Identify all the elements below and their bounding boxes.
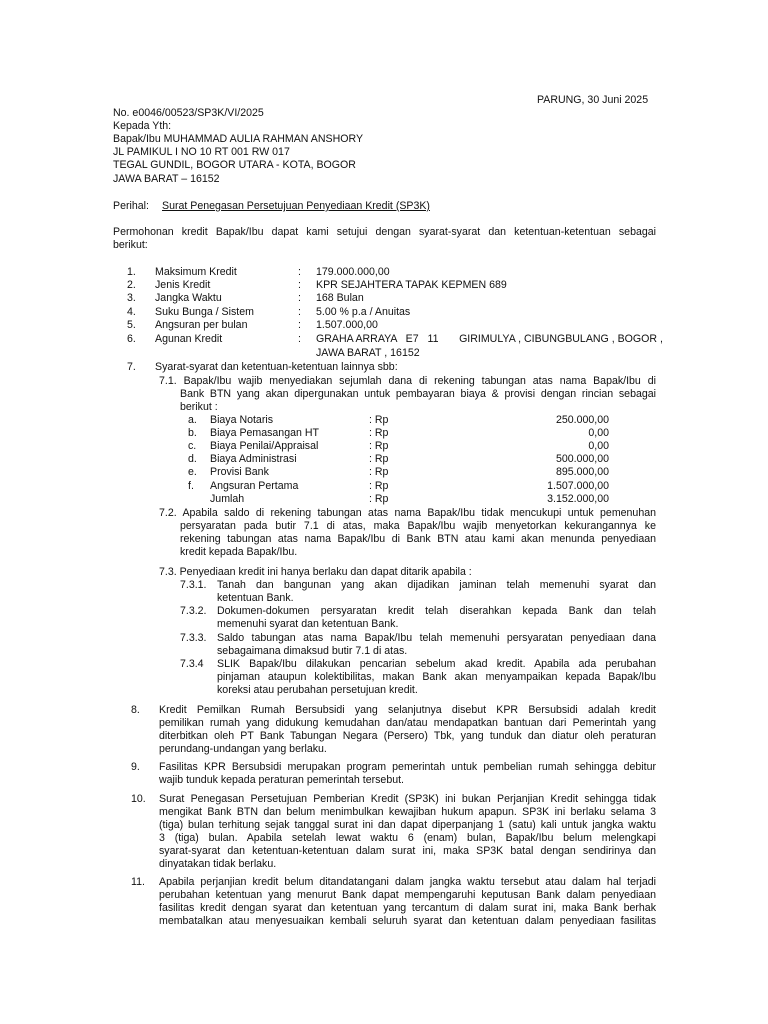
item-number: 4. xyxy=(127,306,136,318)
p72-line: persyaratan pada butir 7.1 di atas, maka Bapak/Ibu wajib menyetorkan kekurangannya ke xyxy=(180,520,656,532)
p73-item-line: memenuhi syarat dan ketentuan Bank. xyxy=(217,618,399,630)
intro-line-1: Permohonan kredit Bapak/Ibu dapat kami setujui dengan syarat-syarat dan ketentuan-ketentuan sebagai xyxy=(113,226,656,238)
recipient-name: Bapak/Ibu MUHAMMAD AULIA RAHMAN ANSHORY xyxy=(113,133,364,145)
item-value: 168 Bulan xyxy=(316,292,364,304)
fee-letter: b. xyxy=(188,427,197,439)
address-line-2: TEGAL GUNDIL, BOGOR UTARA - KOTA, BOGOR xyxy=(113,159,356,171)
p73-item-number: 7.3.4 xyxy=(180,658,204,670)
item-value-line-2: JAWA BARAT , 16152 xyxy=(316,347,420,359)
p73-item-number: 7.3.2. xyxy=(180,605,207,617)
item-number: 5. xyxy=(127,319,136,331)
fee-name: Angsuran Pertama xyxy=(210,480,299,492)
paragraph-line: Surat Penegasan Persetujuan Pemberian Kredit (SP3K) ini bukan Perjanjian Kredit sehingga tidak xyxy=(159,793,656,805)
fee-amount: 0,00 xyxy=(588,440,609,452)
fee-name: Biaya Administrasi xyxy=(210,453,297,465)
item-colon: : xyxy=(298,333,301,345)
fee-rp: : Rp xyxy=(369,427,389,439)
letter-date: PARUNG, 30 Juni 2025 xyxy=(537,94,649,106)
item7-title: Syarat-syarat dan ketentuan-ketentuan lainnya sbb: xyxy=(155,361,398,373)
paragraph-line: syarat-syarat dan ketentuan-ketentuan dalam surat ini, maka SP3K batal dengan sendirinya dan xyxy=(159,845,656,857)
fee-name: Biaya Penilai/Appraisal xyxy=(210,440,319,452)
item-value: 179.000.000,00 xyxy=(316,266,390,278)
item-label: Maksimum Kredit xyxy=(155,266,237,278)
fee-amount: 0,00 xyxy=(588,427,609,439)
p71-line: Bank BTN yang akan dipergunakan untuk pembayaran biaya & provisi dengan rincian sebagai xyxy=(180,388,656,400)
paragraph-number: 10. xyxy=(131,793,146,805)
paragraph-line: (tiga) bulan terhitung sejak tanggal surat ini dan dapat diperpanjang 1 (satu) kali untuk jangka waktu xyxy=(159,819,656,831)
item-number: 1. xyxy=(127,266,136,278)
p73-title: 7.3. Penyediaan kredit ini hanya berlaku dan dapat ditarik apabila : xyxy=(159,566,472,578)
p72-line: rekening tabungan atas nama Bapak/Ibu di Bank BTN atau kami akan menunda penyediaan xyxy=(180,533,656,545)
p73-item-number: 7.3.1. xyxy=(180,579,207,591)
fee-amount: 500.000,00 xyxy=(555,453,609,465)
item-colon: : xyxy=(298,292,301,304)
item-label: Angsuran per bulan xyxy=(155,319,248,331)
paragraph-line: membatalkan atau menyesuaikan kembali seluruh syarat dan ketentuan dalam penyediaan fasilitas xyxy=(159,915,656,927)
fee-rp: : Rp xyxy=(369,453,389,465)
fee-total-amount: 3.152.000,00 xyxy=(547,493,609,505)
p73-item-line: Tanah dan bangunan yang akan dijadikan jaminan telah memenuhi syarat dan xyxy=(217,579,656,591)
fee-letter: c. xyxy=(188,440,197,452)
paragraph-line: pemilikan rumah yang didukung kemudahan dan/atau mendapatkan bantuan dari Pemerintah yang xyxy=(159,717,656,729)
item-value: 1.507.000,00 xyxy=(316,319,378,331)
fee-amount: 250.000,00 xyxy=(555,414,609,426)
fee-name: Provisi Bank xyxy=(210,466,269,478)
letter-number: No. e0046/00523/SP3K/VI/2025 xyxy=(113,107,264,119)
intro-line-2: berikut: xyxy=(113,239,148,251)
p73-item-line: ketentuan Bank. xyxy=(217,592,294,604)
paragraph-line: 3 (tiga) bulan. Apabila setelah lewat waktu 6 (enam) bulan, Bapak/Ibu belum melengkapi xyxy=(159,832,656,844)
item-label: Jangka Waktu xyxy=(155,292,222,304)
paragraph-line: perubahan ketentuan yang menurut Bank dapat mempengaruhi keputusan Bank dalam penyediaan xyxy=(159,889,656,901)
item-value: KPR SEJAHTERA TAPAK KEPMEN 689 xyxy=(316,279,507,291)
item-label: Suku Bunga / Sistem xyxy=(155,306,254,318)
item-number: 6. xyxy=(127,333,136,345)
item-label: Agunan Kredit xyxy=(155,333,223,345)
p73-item-line: Dokumen-dokumen persyaratan kredit telah diserahkan kepada Bank dan telah xyxy=(217,605,656,617)
paragraph-number: 11. xyxy=(131,876,145,888)
fee-letter: f. xyxy=(188,480,194,492)
address-line-1: JL PAMIKUL I NO 10 RT 001 RW 017 xyxy=(113,146,290,158)
fee-rp: : Rp xyxy=(369,414,389,426)
p71-line: berikut : xyxy=(180,401,218,413)
paragraph-line: dinyatakan tidak berlaku. xyxy=(159,858,277,870)
paragraph-line: Kredit Pemilkan Rumah Bersubsidi yang selanjutnya disebut KPR Bersubsidi adalah kredit xyxy=(159,704,656,716)
item-value: 5.00 % p.a / Anuitas xyxy=(316,306,411,318)
p72-line: kredit kepada Bapak/Ibu. xyxy=(180,546,298,558)
p73-item-line: pinjaman ataupun kolektibilitas, makan Bank akan menyampaikan kepada Bapak/Ibu xyxy=(217,671,656,683)
p72-line: 7.2. Apabila saldo di rekening tabungan atas nama Bapak/Ibu tidak mencukupi untuk pemenuhan xyxy=(159,507,656,519)
fee-amount: 895.000,00 xyxy=(555,466,609,478)
paragraph-line: fasilitas kredit dengan syarat dan ketentuan yang tercantum di dalam surat ini, maka Bank berhak xyxy=(159,902,656,914)
paragraph-line: Apabila perjanjian kredit belum ditandatangani dalam jangka waktu tersebut atau dalam hal terjadi xyxy=(159,876,656,888)
item-number: 2. xyxy=(127,279,136,291)
fee-rp: : Rp xyxy=(369,480,389,492)
fee-letter: d. xyxy=(188,453,197,465)
fee-total-label: Jumlah xyxy=(210,493,245,505)
fee-letter: e. xyxy=(188,466,197,478)
subject-label: Perihal: xyxy=(113,200,149,212)
item-number: 7. xyxy=(127,361,136,373)
fee-rp: : Rp xyxy=(369,466,389,478)
fee-rp: : Rp xyxy=(369,493,389,505)
subject-value: Surat Penegasan Persetujuan Penyediaan Kredit (SP3K) xyxy=(162,200,430,212)
paragraph-line: Fasilitas KPR Bersubsidi merupakan program pemerintah untuk pembelian rumah sehingga debitur xyxy=(159,761,656,773)
paragraph-number: 9. xyxy=(131,761,140,773)
item-number: 3. xyxy=(127,292,136,304)
item-colon: : xyxy=(298,319,301,331)
fee-rp: : Rp xyxy=(369,440,389,452)
p73-item-line: koreksi atau perubahan persetujuan kredit. xyxy=(217,684,418,696)
item-value: GRAHA ARRAYA E7 11 GIRIMULYA , CIBUNGBULANG , BOGOR , xyxy=(316,333,663,345)
p73-item-line: sebagaimana dimaksud butir 7.1 di atas. xyxy=(217,645,408,657)
fee-name: Biaya Notaris xyxy=(210,414,273,426)
to-label: Kepada Yth: xyxy=(113,120,172,132)
fee-name: Biaya Pemasangan HT xyxy=(210,427,319,439)
paragraph-line: diterbitkan oleh PT Bank Tabungan Negara (Persero) Tbk, yang tunduk dan diatur oleh peraturan xyxy=(159,730,656,742)
p71-line: 7.1. Bapak/Ibu wajib menyediakan sejumlah dana di rekening tabungan atas nama Bapak/Ibu di xyxy=(159,375,656,387)
fee-letter: a. xyxy=(188,414,197,426)
paragraph-line: mengikat Bank BTN dan belum menimbulkan kewajiban hukum apapun. SP3K ini berlaku selama 3 xyxy=(159,806,656,818)
paragraph-number: 8. xyxy=(131,704,140,716)
item-colon: : xyxy=(298,306,301,318)
item-label: Jenis Kredit xyxy=(155,279,211,291)
address-line-3: JAWA BARAT – 16152 xyxy=(113,173,220,185)
p73-item-number: 7.3.3. xyxy=(180,632,207,644)
item-colon: : xyxy=(298,279,301,291)
paragraph-line: perundang-undangan yang berlaku. xyxy=(159,743,327,755)
p73-item-line: Saldo tabungan atas nama Bapak/Ibu telah memenuhi persyaratan penyediaan dana xyxy=(217,632,656,644)
fee-amount: 1.507.000,00 xyxy=(547,480,609,492)
paragraph-line: wajib tunduk kepada peraturan pemerintah tersebut. xyxy=(159,774,404,786)
item-colon: : xyxy=(298,266,301,278)
p73-item-line: SLIK Bapak/Ibu dilakukan pencarian sebelum akad kredit. Apabila ada perubahan xyxy=(217,658,656,670)
